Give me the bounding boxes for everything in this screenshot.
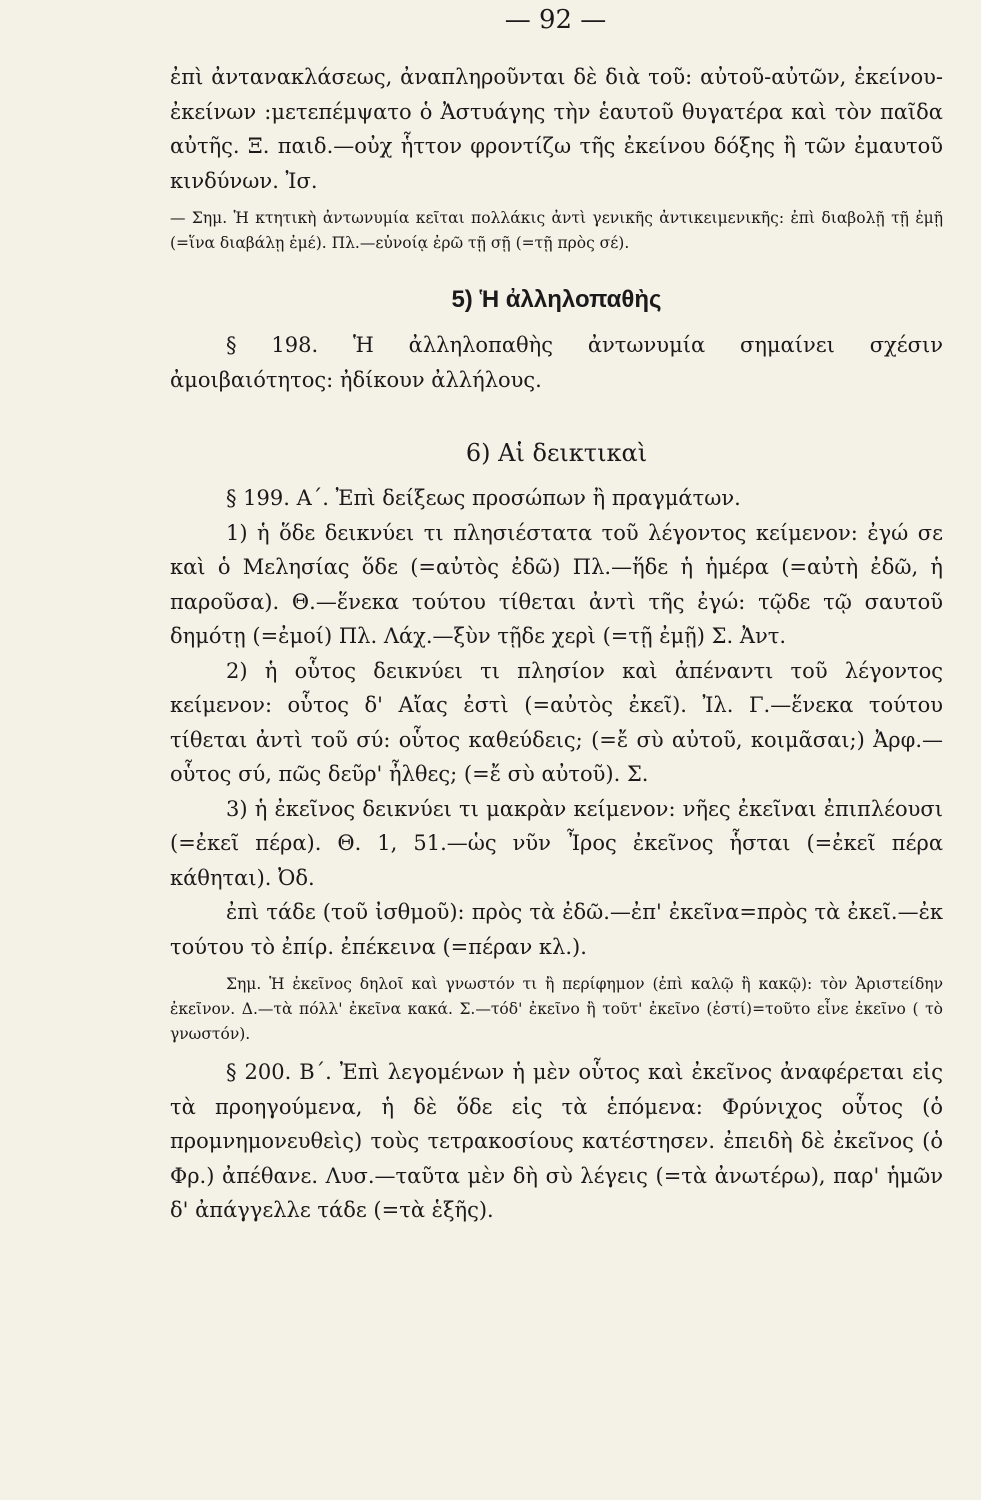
paragraph-200: § 200. Β΄. Ἐπὶ λεγομένων ἡ μὲν οὗτος καὶ ἐκεῖνος ἀναφέρεται εἰς τὰ προηγούμενα, ἡ δὲ ὅδε εἰς τὰ ἑπόμενα: Φρύνιχος οὗτος (ὁ προμνημονευθεὶς) τοὺς τετρακοσίους κατέστησεν. ἐπειδὴ δὲ ἐκεῖνος (ὁ Φρ.) ἀπέθανε. Λυσ.—ταῦτα μὲν δὴ σὺ λέγεις (=τὰ ἀνωτέρω), παρ' ἡμῶν δ' ἀπάγγελλε τάδε (=τὰ ἑξῆς).: [170, 1060, 943, 1222]
page-number: — 92 —: [504, 5, 607, 35]
list-item-houtos: 2) ἡ οὗτος δεικνύει τι πλησίον καὶ ἀπέναντι τοῦ λέγοντος κείμενον: οὗτος δ' Αἴας ἐστὶ (=αὐτὸς ἐκεῖ). Ἰλ. Γ.—ἕνεκα τούτου τίθεται ἀντὶ τοῦ σύ: οὗτος καθεύδεις; (=ἔ σὺ αὐτοῦ, κοιμᾶσαι;) Ἀρφ.—οὗτος σύ, πῶς δεῦρ' ἦλθες; (=ἔ σὺ αὐτοῦ). Σ.: [170, 658, 943, 786]
list-item-ekeinos: 3) ἡ ἐκεῖνος δεικνύει τι μακρὰν κείμενον: νῆες ἐκεῖναι ἐπιπλέουσι (=ἐκεῖ πέρα). Θ. 1, 51.—ὡς νῦν Ἶρος ἐκεῖνος ἧσται (=ἐκεῖ πέρα κάθηται). Ὀδ.: [170, 796, 943, 890]
paragraph-continuation: ἐπὶ ἀντανακλάσεως, ἀναπληροῦνται δὲ διὰ τοῦ: αὐτοῦ-αὐτῶν, ἐκείνου-ἐκείνων :μετεπέμψατο ὁ Ἀστυάγης τὴν ἑαυτοῦ θυγατέρα καὶ τὸν παῖδα αὐτῆς. Ξ. παιδ.—οὐχ ἧττον φροντίζω τῆς ἐκείνου δόξης ἢ τῶν ἐμαυτοῦ κινδύνων. Ἰσ.: [170, 65, 943, 193]
note-possessive-pronoun: — Σημ. Ἡ κτητικὴ ἀντωνυμία κεῖται πολλάκις ἀντὶ γενικῆς ἀντικειμενικῆς: ἐπὶ διαβολῇ τῇ ἐμῇ (=ἵνα διαβάλῃ ἐμέ). Πλ.—εὐνοίᾳ ἐρῶ τῇ σῇ (=τῇ πρὸς σέ).: [170, 209, 943, 252]
section-heading-demonstratives: 6) Αἱ δεικτικαὶ: [465, 439, 648, 467]
note-ekeinos: Σημ. Ἡ ἐκεῖνος δηλοῖ καὶ γνωστόν τι ἢ περίφημον (ἐπὶ καλῷ ἢ κακῷ): τὸν Ἀριστείδην ἐκεῖνον. Δ.—τὰ πόλλ' ἐκεῖνα κακά. Σ.—τόδ' ἐκεῖνο ἢ τοῦτ' ἐκεῖνο (ἐστί)=τοῦτο εἶνε ἐκεῖνο ( τὸ γνωστόν).: [170, 975, 943, 1043]
list-item-hode: 1) ἡ ὅδε δεικνύει τι πλησιέστατα τοῦ λέγοντος κείμενον: ἐγώ σε καὶ ὁ Μελησίας ὅδε (=αὐτὸς ἐδῶ) Πλ.—ἥδε ἡ ἡμέρα (=αὐτὴ ἐδῶ, ἡ παροῦσα). Θ.—ἕνεκα τούτου τίθεται ἀντὶ τῆς ἐγώ: τῷδε τῷ σαυτοῦ δημότῃ (=ἐμοί) Πλ. Λάχ.—ξὺν τῇδε χερὶ (=τῇ ἐμῇ) Σ. Ἀντ.: [170, 520, 943, 648]
paragraph-198: § 198. Ἡ ἀλληλοπαθὴς ἀντωνυμία σημαίνει σχέσιν ἀμοιβαιότητος: ἠδίκουν ἀλλήλους.: [170, 333, 943, 392]
section-heading-reciprocal: 5) Ἡ ἀλληλοπαθὴς: [451, 286, 662, 313]
list-item-epi-tade: ἐπὶ τάδε (τοῦ ἰσθμοῦ): πρὸς τὰ ἐδῶ.—ἐπ' ἐκεῖνα=πρὸς τὰ ἐκεῖ.—ἐκ τούτου τὸ ἐπίρ. ἐπέκεινα (=πέραν κλ.).: [170, 900, 943, 959]
paragraph-199: § 199. Α΄. Ἐπὶ δείξεως προσώπων ἢ πραγμάτων.: [226, 486, 741, 510]
